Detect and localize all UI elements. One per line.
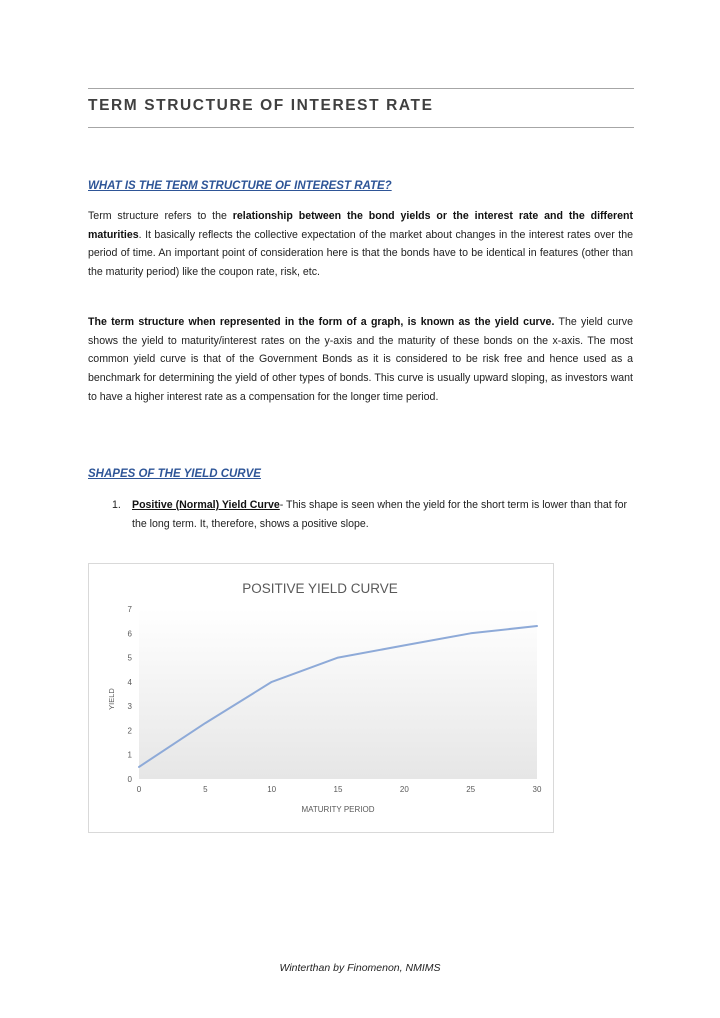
chart-svg — [89, 564, 553, 832]
y-tick-label: 1 — [127, 750, 132, 760]
section-heading-term-structure: WHAT IS THE TERM STRUCTURE OF INTEREST RATE? — [88, 180, 392, 192]
paragraph-text: . It basically reflects the collective expectation of the market about changes in the interest rates over the period of time. An important point of consideration here is that the bonds have to be identical in features (other than the maturity period) like the coupon rate, risk, etc. — [88, 228, 633, 279]
list-number: 1. — [112, 499, 121, 511]
y-tick-label: 3 — [127, 702, 132, 712]
x-tick-label: 15 — [333, 785, 343, 794]
list-item-body — [132, 496, 633, 534]
paragraph-text: The yield curve shows the yield to maturity/interest rates on the y-axis and the maturity of these bonds on the x-axis. The most common yield curve is that of the Government Bonds as it is considered to be risk free and hence used as a benchmark for determining the yield of other types of bonds. This curve is usually upward sloping, as investors want to have a higher interest rate as a compensation for the longer time period. — [88, 316, 633, 403]
positive-yield-curve-chart — [88, 563, 554, 833]
y-tick-label: 5 — [127, 653, 132, 663]
section-heading-shapes: SHAPES OF THE YIELD CURVE — [88, 468, 261, 480]
y-tick-label: 7 — [127, 605, 132, 614]
x-tick-label: 5 — [203, 785, 208, 794]
list-item-term: Positive (Normal) Yield Curve — [132, 499, 280, 511]
paragraph-emphasis: relationship between the bond yields or the interest rate and the different maturities — [88, 210, 633, 241]
x-axis-label: MATURITY PERIOD — [301, 805, 375, 814]
paragraph-yield-curve — [88, 313, 633, 407]
paragraph-term-structure — [88, 207, 633, 282]
x-tick-label: 0 — [136, 785, 142, 794]
paragraph-text: Term structure refers to the — [88, 210, 233, 222]
y-tick-label: 2 — [127, 726, 132, 736]
x-tick-label: 30 — [532, 785, 542, 794]
y-tick-label: 0 — [127, 775, 132, 784]
y-tick-label: 6 — [127, 629, 132, 639]
title-bottom-rule — [88, 127, 634, 128]
y-tick-label: 4 — [127, 677, 132, 687]
x-tick-label: 20 — [399, 785, 409, 794]
paragraph-emphasis: The term structure when represented in the form of a graph, is known as the yield curve. — [88, 316, 555, 328]
x-tick-label: 10 — [267, 785, 277, 794]
page-footer: Winterthan by Finomenon, NMIMS — [279, 962, 441, 974]
y-axis-label: YIELD — [107, 688, 116, 710]
chart-title: POSITIVE YIELD CURVE — [242, 581, 398, 596]
list-item-text: - This shape is seen when the yield for the short term is lower than that for the long term. It, therefore, shows a positive slope. — [132, 499, 627, 530]
x-tick-label: 25 — [466, 785, 476, 794]
list-item-positive-yield-curve — [112, 496, 633, 534]
title-top-rule — [88, 88, 634, 89]
document-title: TERM STRUCTURE OF INTEREST RATE — [88, 97, 434, 114]
plot-area — [139, 609, 537, 779]
